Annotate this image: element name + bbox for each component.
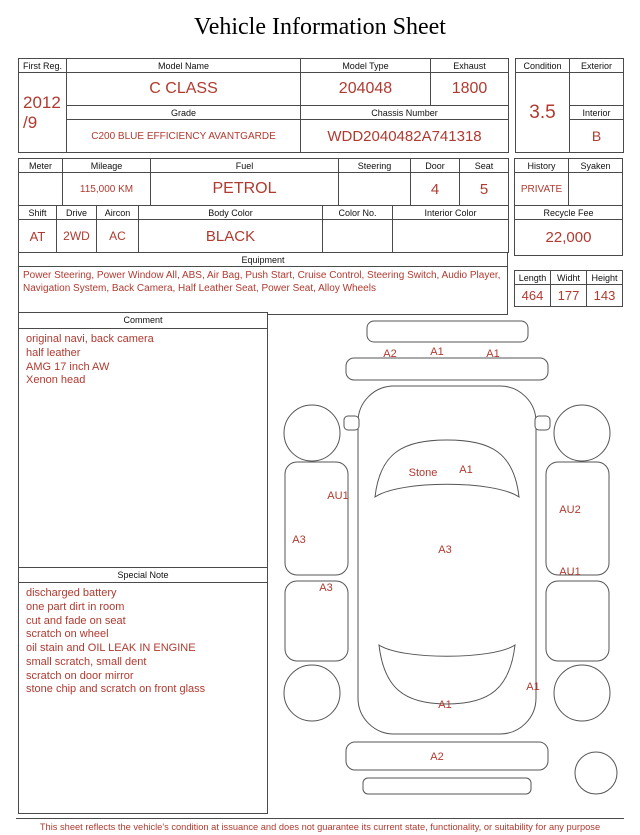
special-note-line: oil stain and OIL LEAK IN ENGINE xyxy=(26,642,196,654)
special-note-line: one part dirt in room xyxy=(26,600,125,613)
color-no-label: Color No. xyxy=(323,206,393,220)
comment-line: Xenon head xyxy=(26,374,86,387)
first-reg-value xyxy=(19,73,67,153)
drive-value: 2WD xyxy=(57,220,97,253)
meter-label: Meter xyxy=(19,159,63,173)
wheel-front-left xyxy=(284,405,340,461)
front-bumper-bar xyxy=(346,358,548,380)
width-value: 177 xyxy=(551,285,587,307)
page-title: Vehicle Information Sheet xyxy=(194,14,446,40)
equipment-label: Equipment xyxy=(19,253,508,267)
body-color-label: Body Color xyxy=(139,206,323,220)
damage-label: A3 xyxy=(438,544,452,556)
special-note-header: Special Note xyxy=(19,567,267,583)
special-note-line: cut and fade on seat xyxy=(26,614,126,627)
history-table xyxy=(514,158,623,256)
damage-label: A2 xyxy=(430,751,444,763)
syaken-label: Syaken xyxy=(569,159,623,173)
fuel-label: Fuel xyxy=(151,159,339,173)
height-value: 143 xyxy=(587,285,623,307)
length-label: Length xyxy=(515,271,551,285)
shift-label: Shift xyxy=(19,206,57,220)
wheel-front-right xyxy=(554,405,610,461)
comment-line: half leather xyxy=(26,346,81,359)
drive-label: Drive xyxy=(57,206,97,220)
comment-text xyxy=(19,329,267,567)
disclaimer: This sheet reflects the vehicle's condition at issuance and does not guarantee its current state, functionality, or suitability for any purpose xyxy=(16,818,624,832)
damage-label: A1 xyxy=(526,681,540,693)
damage-label: A3 xyxy=(292,534,306,546)
damage-label: A3 xyxy=(319,582,333,594)
exterior-value xyxy=(570,73,624,106)
damage-label: A1 xyxy=(430,346,444,358)
grade-label: Grade xyxy=(67,106,301,120)
door-panel-front-left xyxy=(285,462,348,575)
model-type-value: 204048 xyxy=(301,73,431,106)
spare-tire xyxy=(575,752,617,794)
damage-label: AU1 xyxy=(327,490,349,502)
condition-label: Condition xyxy=(516,59,570,73)
first-reg-month: /9 xyxy=(23,112,38,132)
exterior-label: Exterior xyxy=(570,59,624,73)
exhaust-value: 1800 xyxy=(431,73,509,106)
seat-value: 5 xyxy=(460,173,509,206)
condition-value: 3.5 xyxy=(516,73,570,153)
aircon-value: AC xyxy=(97,220,139,253)
spec-table-row1 xyxy=(18,158,509,206)
color-no-value xyxy=(323,220,393,253)
body-color-value: BLACK xyxy=(139,220,323,253)
wheel-rear-right xyxy=(554,665,610,721)
equipment-value: Power Steering, Power Window All, ABS, Air Bag, Push Start, Cruise Control, Steering Switch, Audio Player, Navigation System, Back Camera, Half Leather Seat, Power Seat, Alloy Wheels xyxy=(19,267,508,315)
height-label: Height xyxy=(587,271,623,285)
notes-panel xyxy=(18,312,268,814)
comment-line: AMG 17 inch AW xyxy=(26,360,110,373)
shift-value: AT xyxy=(19,220,57,253)
vehicle-id-table xyxy=(18,58,509,153)
rear-lower-bar xyxy=(363,778,531,794)
condition-table xyxy=(515,58,624,153)
meter-value xyxy=(19,173,63,206)
grade-value: C200 BLUE EFFICIENCY AVANTGARDE xyxy=(67,120,301,153)
identification-section xyxy=(18,58,624,153)
chassis-number-value: WDD2040482A741318 xyxy=(301,120,509,153)
special-note-line: scratch on wheel xyxy=(26,628,109,641)
damage-label: AU2 xyxy=(559,504,581,516)
fuel-value: PETROL xyxy=(151,173,339,206)
mirror-right xyxy=(535,416,550,430)
seat-label: Seat xyxy=(460,159,509,173)
mirror-left xyxy=(344,416,359,430)
special-note-line: small scratch, small dent xyxy=(26,655,147,668)
width-label: Widht xyxy=(551,271,587,285)
special-note-line: discharged battery xyxy=(26,587,117,599)
exhaust-label: Exhaust xyxy=(431,59,509,73)
door-panel-rear-right xyxy=(546,581,609,661)
wheel-rear-left xyxy=(284,665,340,721)
special-note-text xyxy=(19,583,267,813)
aircon-label: Aircon xyxy=(97,206,139,220)
history-label: History xyxy=(515,159,569,173)
damage-label: A1 xyxy=(459,464,473,476)
damage-label: A1 xyxy=(486,348,500,360)
special-note-line: scratch on door mirror xyxy=(26,669,134,682)
interior-label: Interior xyxy=(570,106,624,120)
syaken-value xyxy=(569,173,623,206)
chassis-number-label: Chassis Number xyxy=(301,106,509,120)
mileage-label: Mileage xyxy=(63,159,151,173)
car-damage-diagram xyxy=(272,314,622,814)
door-value: 4 xyxy=(411,173,460,206)
rear-bumper-bar xyxy=(346,742,548,770)
damage-label: AU1 xyxy=(559,566,581,578)
door-panel-rear-left xyxy=(285,581,348,661)
damage-label: A2 xyxy=(383,348,397,360)
model-type-label: Model Type xyxy=(301,59,431,73)
model-name-label: Model Name xyxy=(67,59,301,73)
model-name-value: C CLASS xyxy=(67,73,301,106)
comment-header: Comment xyxy=(19,313,267,329)
interior-value: B xyxy=(570,120,624,153)
equipment-table xyxy=(18,252,508,315)
spec-section xyxy=(18,158,622,315)
front-bumper-top-bar xyxy=(367,321,528,342)
door-label: Door xyxy=(411,159,460,173)
damage-label: Stone xyxy=(408,467,438,479)
door-panel-front-right xyxy=(546,462,609,575)
comment-line: original navi, back camera xyxy=(26,333,154,345)
steering-label: Steering xyxy=(339,159,411,173)
dimensions-table xyxy=(514,270,623,307)
first-reg-label: First Reg. xyxy=(19,59,67,73)
damage-label: A1 xyxy=(438,699,452,711)
special-note-line: stone chip and scratch on front glass xyxy=(26,683,206,696)
steering-value xyxy=(339,173,411,206)
spec-table-row2 xyxy=(18,205,509,253)
history-value: PRIVATE xyxy=(515,173,569,206)
recycle-fee-label: Recycle Fee xyxy=(515,206,623,220)
interior-color-value xyxy=(393,220,509,253)
length-value: 464 xyxy=(515,285,551,307)
recycle-fee-value: 22,000 xyxy=(515,220,623,256)
mileage-value: 115,000 KM xyxy=(63,173,151,206)
interior-color-label: Interior Color xyxy=(393,206,509,220)
first-reg-year: 2012 xyxy=(23,92,61,112)
